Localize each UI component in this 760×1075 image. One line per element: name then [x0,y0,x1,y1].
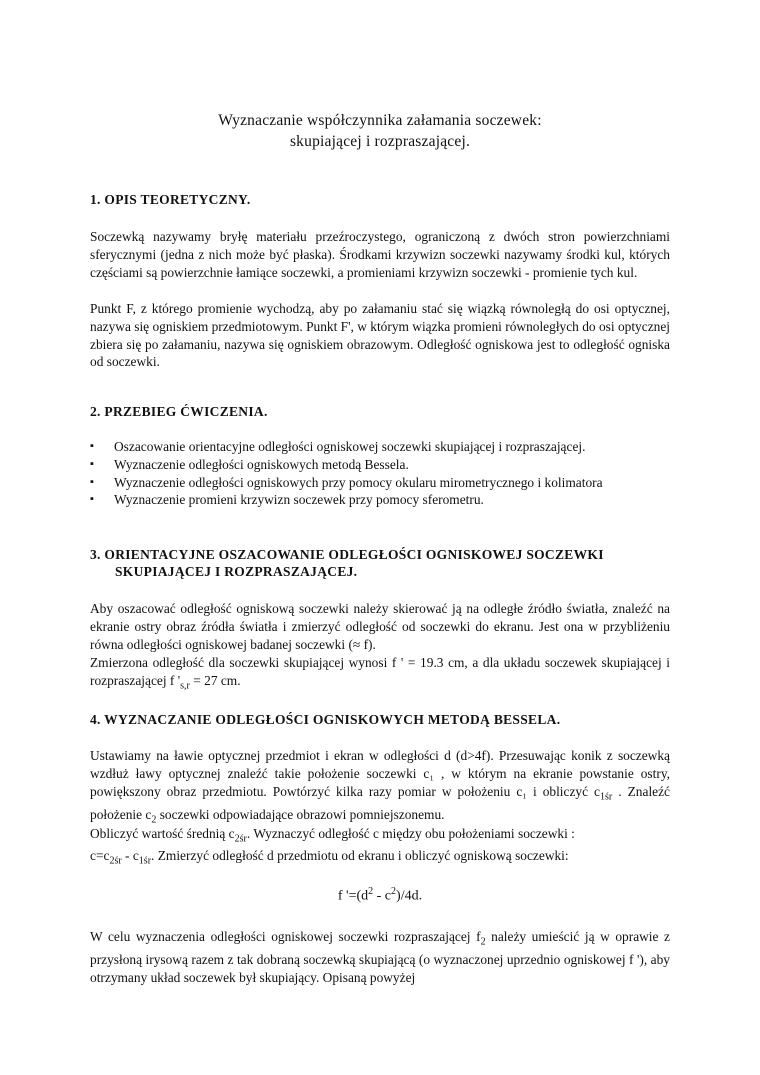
section4-paragraph1-text-a: Ustawiamy na ławie optycznej przedmiot i ekran w odległości d (d>4f). Przesuwając konik z soczewką wzdłuż ławy optycznej znaleźć takie położenie soczewki c₁ , w którym na ekranie powstanie ostry, powiększony obraz przedmiotu. Powtórzyć kilka razy pomiar w położeniu c₁ i obliczyć c [90,748,670,799]
section3-heading-line2: SKUPIAJĄCEJ I ROZPRASZAJĄCEJ. [115,564,358,579]
section4-line3-text-b: - c [121,848,139,863]
section4-line3 [90,848,670,867]
section4-paragraph2 [90,928,670,987]
list-item: ▪ Oszacowanie orientacyjne odległości ogniskowej soczewki skupiającej i rozpraszającej. [90,438,670,456]
formula-sup2: 2 [391,886,397,897]
section3-paragraph2-text-b: = 27 cm. [189,672,241,688]
document-title-line1: Wyznaczanie współczynnika załamania soczewek: [218,112,542,129]
section3-paragraph2-text-a: Zmierzona odległość dla soczewki skupiającej wynosi f ' = 19.3 cm, a dla układu soczewek skupiającej i rozpraszającej f ' [90,655,670,688]
section2-heading: 2. PRZEBIEG ĆWICZENIA. [90,404,268,419]
section4-line3-text-c: . Zmierzyć odległość d przedmiotu od ekranu i obliczyć ogniskową soczewki: [151,848,569,863]
section4-line3-sub1: 2śr [109,855,122,867]
formula-text-c: )/4d. [396,888,423,904]
section4-line2 [90,826,670,845]
formula-text-b: - c [373,888,392,904]
section3-paragraph2 [90,654,670,695]
section2-list [90,438,670,509]
section4-paragraph1-sub2: 2 [151,814,157,826]
section1-heading: 1. OPIS TEORETYCZNY. [90,192,251,207]
list-item: ▪ Wyznaczenie promieni krzywizn soczewek przy pomocy sferometru. [90,491,670,509]
section4-paragraph1-text-c: soczewki odpowiadające obrazowi pomniejszonemu. [156,807,445,823]
section4-line3-text-a: c=c [90,848,110,863]
bessel-formula [0,886,760,905]
formula-text-a: f '=(d [337,888,369,904]
section4-paragraph2-text-b: należy umieścić ją w oprawie z przysłoną irysową razem z tak dobraną soczewką skupiającą (o wyznaczonej uprzednio ogniskowej f '), aby otrzymany układ soczewek był skupiający. Opisaną powyżej [90,929,671,986]
list-item: ▪ Wyznaczenie odległości ogniskowych metodą Bessela. [90,456,670,474]
section4-line2-text-a: Obliczyć wartość średnią c [90,826,235,841]
document-title-line2: skupiającej i rozpraszającej. [289,133,471,150]
list-item: ▪ Wyznaczenie odległości ogniskowych przy pomocy okularu mirometrycznego i kolimatora [90,474,670,492]
section3-paragraph1: Aby oszacować odległość ogniskową soczewki należy skierować ją na odległe źródło światła, znaleźć na ekranie ostry obraz źródła światła i zmierzyć odległość od soczewki do ekranu. Jest ona w przybliżeniu równa odległości ogniskowej badanej soczewki (≈ f). [90,601,670,652]
section4-paragraph1-sub1: 1śr [600,791,613,803]
formula-sup1: 2 [368,886,374,897]
section4-paragraph2-sub: 2 [480,936,486,948]
section4-line2-text-b: . Wyznaczyć odległość c między obu położeniami soczewki : [246,826,575,841]
section1-paragraph2: Punkt F, z którego promienie wychodzą, aby po załamaniu stać się wiązką równoległą do osi optycznej, nazywa się ogniskiem przedmiotowym. Punkt F', w którym wiązka promieni równoległych do osi optycznej zbiera się po załamaniu, nazywa się ogniskiem obrazowym. Odległość ogniskowa jest to odległość ogniska od soczewki. [90,301,670,370]
section1-paragraph1: Soczewką nazywamy bryłę materiału przeźroczystego, ograniczoną z dwóch stron powierzchniami sferycznymi (jedna z nich może być płaska). Środkami krzywizn soczewki nazywamy środki kul, których częściami są powierzchnie łamiące soczewki, a promieniami krzywizn soczewki - promienie tych kul. [90,229,670,280]
section3-paragraph2-sub: s,r [180,680,190,692]
section4-paragraph1-text-b: . Znaleźć położenie c [90,783,670,823]
section4-paragraph1 [90,747,670,830]
section3-heading-line1: 3. ORIENTACYJNE OSZACOWANIE ODLEGŁOŚCI OGNISKOWEJ SOCZEWKI [90,547,604,562]
section4-line3-sub2: 1śr [138,855,152,867]
section4-paragraph2-text-a: W celu wyznaczenia odległości ogniskowej soczewki rozpraszającej f [90,929,481,944]
section4-line2-sub: 2śr [234,833,247,845]
section4-heading: 4. WYZNACZANIE ODLEGŁOŚCI OGNISKOWYCH METODĄ BESSELA. [90,712,561,727]
